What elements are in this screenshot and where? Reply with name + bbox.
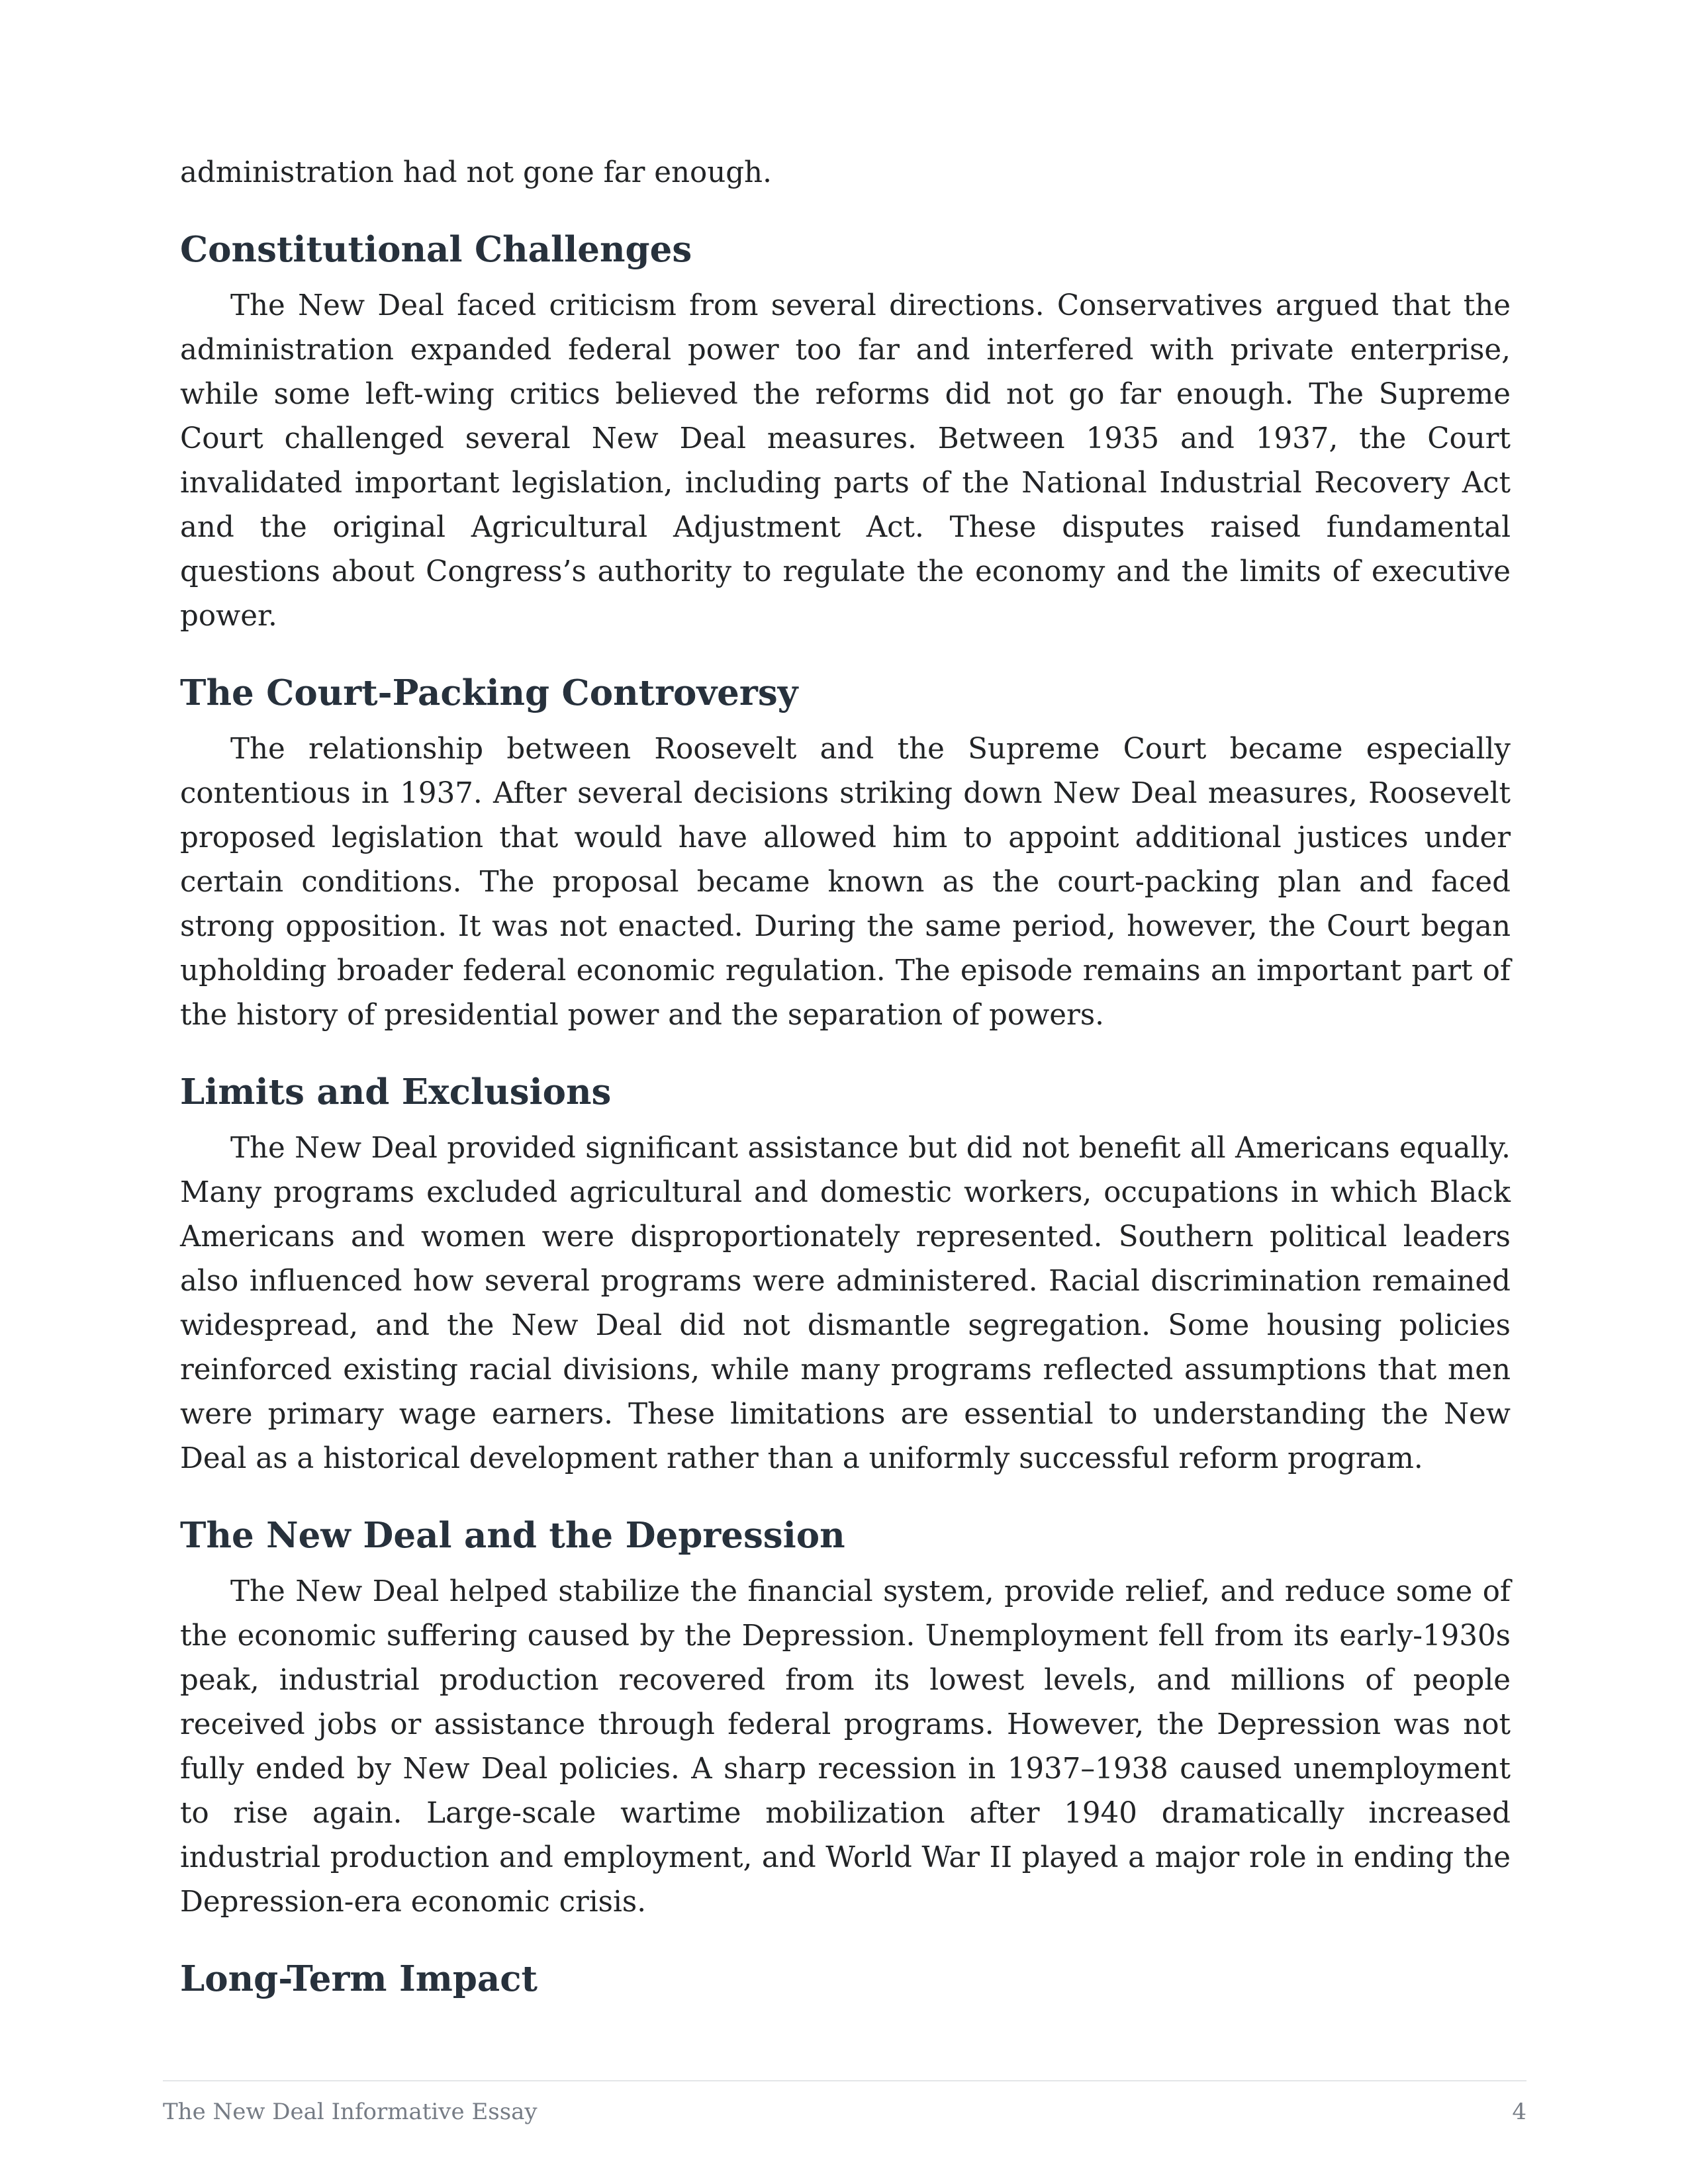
section-long-term-impact: [180, 1958, 1511, 2000]
section-paragraph: The New Deal faced criticism from several directions. Conservatives argued that the administration expanded federal power too far and interfered with private enterprise, while some left-wing critics believed the reforms did not go far enough. The Supreme Court challenged several New Deal measures. Between 1935 and 1937, the Court invalidated important legislation, including parts of the National Industrial Recovery Act and the original Agricultural Adjustment Act. These disputes raised fundamental questions about Congress’s authority to regulate the economy and the limits of executive power.: [180, 289, 1511, 633]
section-heading: The Court-Packing Controversy: [180, 672, 798, 713]
section-paragraph: The New Deal helped stabilize the financial system, provide relief, and reduce some of the economic suffering caused by the Depression. Unemployment fell from its early-1930s peak, industrial production recovered from its lowest levels, and millions of people received jobs or assistance through federal programs. However, the Depression was not fully ended by New Deal policies. A sharp recession in 1937–1938 caused unemployment to rise again. Large-scale wartime mobilization after 1940 dramatically increased industrial production and employment, and World War II played a major role in ending the Depression-era economic crisis.: [180, 1575, 1511, 1919]
section-heading: Constitutional Challenges: [180, 229, 692, 270]
section-court-packing-controversy: [180, 672, 1511, 1038]
section-limits-and-exclusions: [180, 1071, 1511, 1481]
section-constitutional-challenges: [180, 228, 1511, 639]
section-heading: Limits and Exclusions: [180, 1071, 612, 1113]
section-heading: Long-Term Impact: [180, 1958, 538, 1999]
section-paragraph: The New Deal provided significant assistance but did not benefit all Americans equally. Many programs excluded agricultural and domestic workers, occupations in which Black Americans and women were disproportionately represented. Southern political leaders also influenced how several programs were administered. Racial discrimination remained widespread, and the New Deal did not dismantle segregation. Some housing policies reinforced existing racial divisions, while many programs reflected assumptions that men were primary wage earners. These limitations are essential to understanding the New Deal as a historical development rather than a uniformly successful reform program.: [180, 1132, 1511, 1475]
continued-paragraph: administration had not gone far enough.: [180, 156, 772, 189]
page-number: 4: [1512, 2099, 1526, 2125]
section-new-deal-and-depression: [180, 1514, 1511, 1925]
document-page: [180, 151, 1511, 2000]
section-heading: The New Deal and the Depression: [180, 1515, 845, 1556]
section-paragraph: The relationship between Roosevelt and the Supreme Court became especially contentious in 1937. After several decisions striking down New Deal measures, Roosevelt proposed legislation that would have allowed him to appoint additional justices under certain conditions. The proposal became known as the court-packing plan and faced strong opposition. It was not enacted. During the same period, however, the Court began upholding broader federal economic regulation. The episode remains an important part of the history of presidential power and the separation of powers.: [180, 733, 1511, 1032]
footer-title: The New Deal Informative Essay: [163, 2099, 538, 2125]
page-footer: [163, 2080, 1526, 2125]
